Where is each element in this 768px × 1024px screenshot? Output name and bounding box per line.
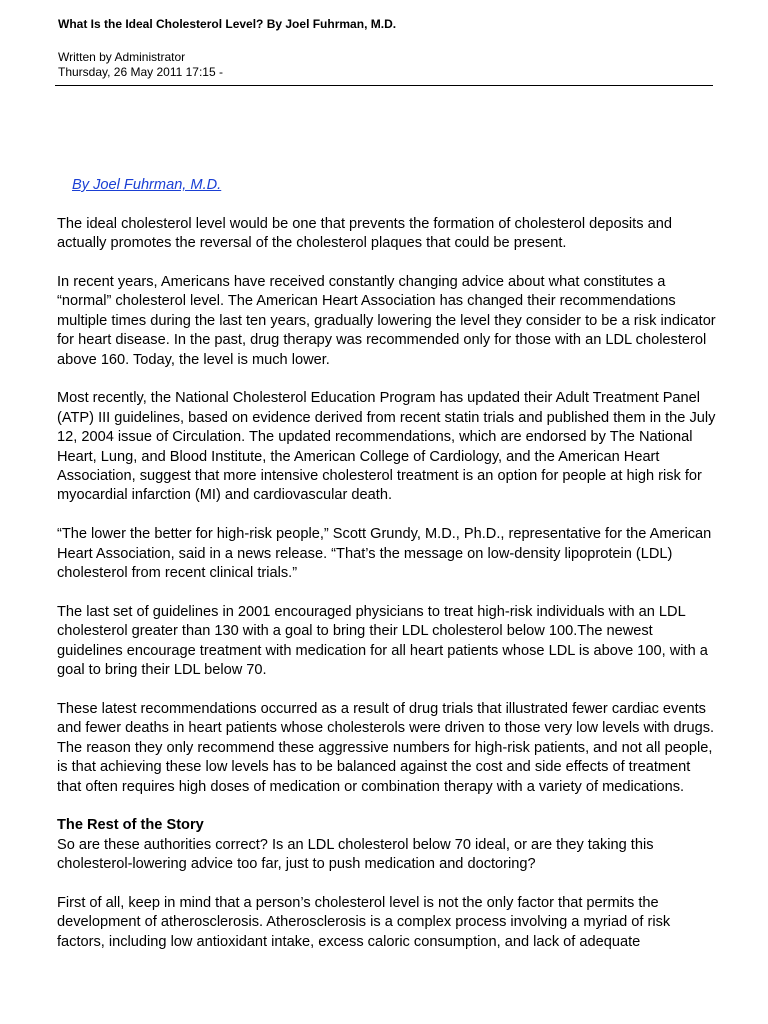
- paragraph-8: First of all, keep in mind that a person’s cholesterol level is not the only factor that permits the development of atherosclerosis. Atherosclerosis is a complex process involving a myriad of risk factors, including low antioxidant intake, excess caloric consumption, and lack of adequate: [57, 894, 671, 950]
- paragraph-5: The last set of guidelines in 2001 encouraged physicians to treat high-risk individuals with an LDL cholesterol greater than 130 with a goal to bring their LDL cholesterol below 100.The newest guidelines encourage treatment with medication for all heart patients whose LDL is above 100, with a goal to bring their LDL below 70.: [57, 603, 708, 679]
- author-line: Written by Administrator: [58, 50, 186, 64]
- section-heading: The Rest of the Story: [57, 817, 204, 834]
- page-title: What Is the Ideal Cholesterol Level? By Joel Fuhrman, M.D.: [58, 17, 397, 31]
- byline-link[interactable]: By Joel Fuhrman, M.D.: [72, 177, 222, 193]
- paragraph-1: The ideal cholesterol level would be one that prevents the formation of cholesterol deposits and actually promotes the reversal of the cholesterol plaques that could be present.: [57, 215, 672, 252]
- byline: [57, 176, 717, 195]
- article-body: [57, 176, 717, 972]
- document-header: [55, 0, 713, 86]
- paragraph-3: Most recently, the National Cholesterol Education Program has updated their Adult Treatment Panel (ATP) III guidelines, based on evidence derived from recent statin trials and published them in the July 12, 2004 issue of Circulation. The updated recommendations, which are endorsed by The National Heart, Lung, and Blood Institute, the American College of Cardiology, and the American Heart Association, suggest that more intensive cholesterol treatment is an option for people at high risk for myocardial infarction (MI) and cardiovascular death.: [57, 390, 716, 504]
- date-line: Thursday, 26 May 2011 17:15 -: [58, 65, 223, 79]
- paragraph-2: In recent years, Americans have received constantly changing advice about what constitutes a “normal” cholesterol level. The American Heart Association has changed their recommendations multiple times during the last ten years, gradually lowering the level they consider to be a risk indicator for heart disease. In the past, drug therapy was recommended only for those with an LDL cholesterol above 160. Today, the level is much lower.: [57, 274, 716, 368]
- paragraph-6: These latest recommendations occurred as a result of drug trials that illustrated fewer cardiac events and fewer deaths in heart patients whose cholesterols were driven to those very low levels with drugs. The reason they only recommend these aggressive numbers for high-risk patients, and not all people, is that achieving these low levels has to be balanced against the cost and side effects of treatment that often requires high doses of medication or combination therapy with a variety of medications.: [57, 700, 715, 795]
- paragraph-7: So are these authorities correct? Is an LDL cholesterol below 70 ideal, or are they taking this cholesterol-lowering advice too far, just to push medication and doctoring?: [57, 836, 654, 873]
- paragraph-4: “The lower the better for high-risk people,” Scott Grundy, M.D., Ph.D., representative for the American Heart Association, said in a news release. “That’s the message on low-density lipoprotein (LDL) cholesterol from recent clinical trials.”: [57, 526, 712, 582]
